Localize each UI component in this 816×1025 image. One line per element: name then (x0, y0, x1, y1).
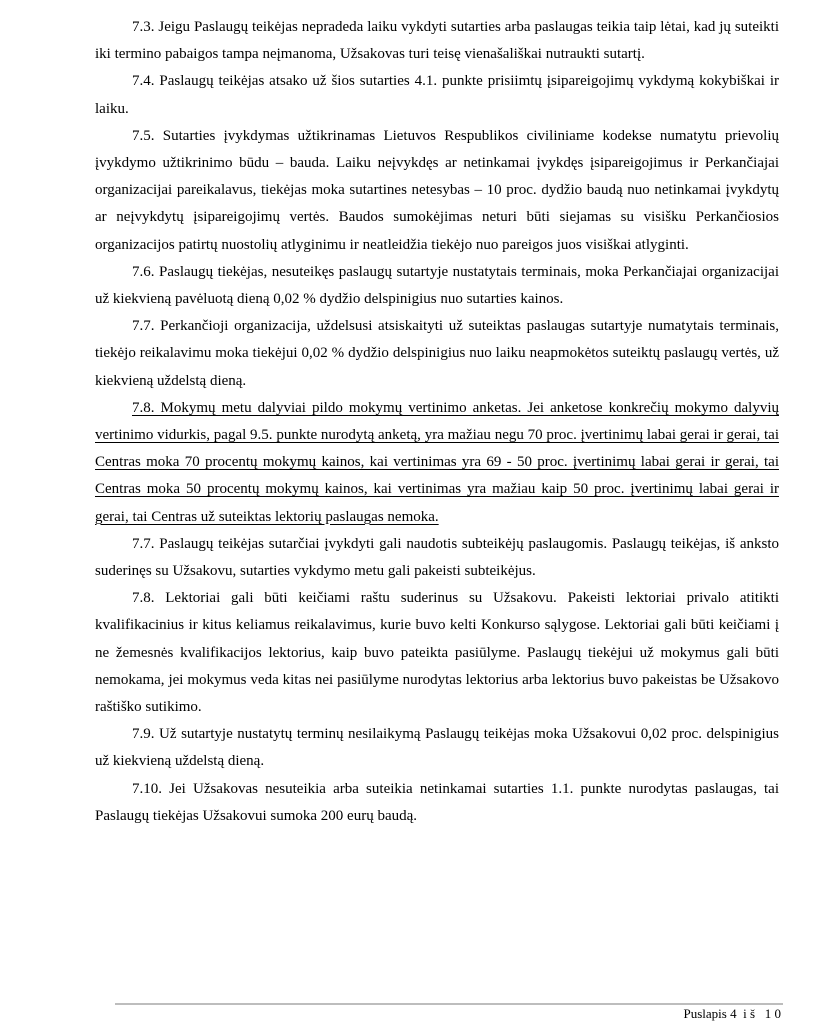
paragraph-7-7-second: 7.7. Paslaugų teikėjas sutarčiai įvykdyti gali naudotis subteikėjų paslaugomis. Paslaugų teikėjas, iš anksto suderinęs su Užsakovu, sutarties vykdymo metu gali pakeisti subteikėjus. (95, 535, 779, 580)
paragraph-7-4: 7.4. Paslaugų teikėjas atsako už šios sutarties 4.1. punkte prisiimtų įsipareigojimų vykdymą kokybiškai ir laiku. (95, 73, 779, 117)
paragraph-7-5: 7.5. Sutarties įvykdymas užtikrinamas Lietuvos Respublikos civiliniame kodekse numatytu prievolių įvykdymo užtikrinimo būdu – bauda. Laiku neįvykdęs ar netinkamai įvykdęs įsipareigojimus ir Perkančiajai organizacijai pareikalavus, tiekėjas moka sutartines netesybas – 10 proc. dydžio baudą nuo netinkamai įvykdytų ar neįvykdytų įsipareigojimų vertės. Baudos sumokėjimas neturi būti siejamas su visišku Perkančiosios organizacijos patirtų nuostolių atlyginimu ir neatleidžia tiekėjo nuo pareigos juos visiškai atlyginti. (95, 127, 779, 253)
paragraph-7-3: 7.3. Jeigu Paslaugų teikėjas nepradeda laiku vykdyti sutarties arba paslaugas teikia taip lėtai, kad jų suteikti iki termino pabaigos tampa neįmanoma, Užsakovas turi teisę vienašališkai nutraukti sutartį. (95, 19, 779, 63)
paragraph-7-9: 7.9. Už sutartyje nustatytų terminų nesilaikymą Paslaugų teikėjas moka Užsakovui 0,02 proc. delspinigius už kiekvieną uždelstą dieną. (95, 726, 779, 770)
page-number-label: Puslapis 4 i š 1 0 (683, 1006, 781, 1021)
document-body (95, 14, 779, 830)
footer-divider-line (115, 1003, 783, 1005)
paragraph-7-8-second: 7.8. Lektoriai gali būti keičiami raštu suderinus su Užsakovu. Pakeisti lektoriai privalo atitikti kvalifikacinius ir kitus keliamus reikalavimus, kurie buvo kelti Konkurso sąlygose. Lektoriai gali būti keičiami į ne žemesnės kvalifikacijos lektorius, kaip buvo pateikta pasiūlyme. Paslaugų tiekėjui už mokymus gali būti nemokama, jei mokymus veda kitas nei pasiūlyme nurodytas lektorius arba lektorius buvo pakeistas be Užsakovo raštiško sutikimo. (95, 590, 779, 716)
paragraph-7-7: 7.7. Perkančioji organizacija, uždelsusi atsiskaityti už suteiktas paslaugas sutartyje numatytais terminais, tiekėjo reikalavimu moka tiekėjui 0,02 % dydžio delspinigius nuo laiku neapmokėtos suteiktų paslaugų vertės, už kiekvieną uždelstą dieną. (95, 318, 779, 389)
paragraph-7-6: 7.6. Paslaugų tiekėjas, nesuteikęs paslaugų sutartyje nustatytais terminais, moka Perkančiajai organizacijai už kiekvieną pavėluotą dieną 0,02 % dydžio delspinigius nuo sutarties kainos. (95, 263, 779, 308)
paragraph-7-10: 7.10. Jei Užsakovas nesuteikia arba suteikia netinkamai sutarties 1.1. punkte nurodytas paslaugas, tai Paslaugų tiekėjas Užsakovui sumoka 200 eurų baudą. (95, 780, 779, 824)
paragraph-7-8-underlined: 7.8. Mokymų metu dalyviai pildo mokymų vertinimo anketas. Jei anketose konkrečių mokymo dalyvių vertinimo vidurkis, pagal 9.5. punkte nurodytą anketą, yra mažiau negu 70 proc. įvertinimų labai gerai ir gerai, tai Centras moka 70 procentų mokymų kainos, kai vertinimas yra 69 - 50 proc. įvertinimų labai gerai ir gerai, tai Centras moka 50 procentų mokymų kainos, kai vertinimas yra mažiau kaip 50 proc. įvertinimų labai gerai ir gerai, tai Centras už suteiktas lektorių paslaugas nemoka. (95, 399, 779, 525)
